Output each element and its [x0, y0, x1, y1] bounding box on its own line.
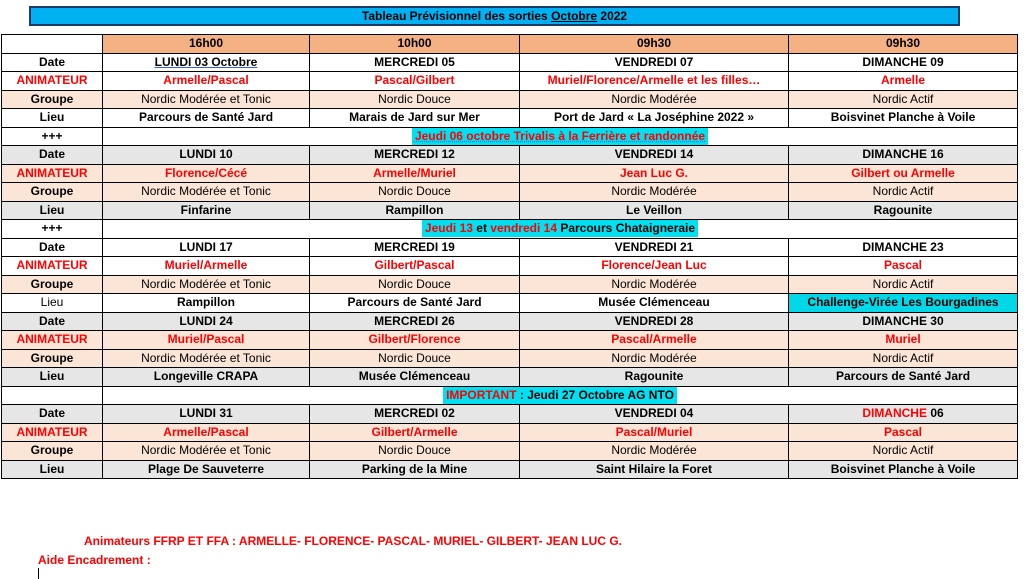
lieu-cell: Port de Jard « La Joséphine 2022 » — [520, 109, 789, 128]
lieu-cell: Parcours de Santé Jard — [103, 109, 310, 128]
date-cell: DIMANCHE 23 — [789, 238, 1018, 257]
date-weekday: DIMANCHE — [862, 406, 927, 421]
date-cell: DIMANCHE 09 — [789, 53, 1018, 72]
animateur-cell: Muriel/Armelle — [103, 257, 310, 276]
lieu-row — [2, 460, 1018, 479]
lieu-cell: Finfarine — [103, 201, 310, 220]
lieu-row — [2, 201, 1018, 220]
date-cell: DIMANCHE 30 — [789, 312, 1018, 331]
lieu-cell: Marais de Jard sur Mer — [310, 109, 520, 128]
title-month: Octobre — [551, 9, 598, 23]
date-cell: VENDREDI 14 — [520, 146, 789, 165]
banner-part: Parcours Chataigneraie — [557, 221, 696, 236]
animateur-cell: Florence/Cécé — [103, 164, 310, 183]
lieu-cell: Longeville CRAPA — [103, 368, 310, 387]
row-label-lieu: Lieu — [2, 368, 103, 387]
animateur-cell: Gilbert/Florence — [310, 331, 520, 350]
groupe-cell: Nordic Modérée — [520, 183, 789, 202]
row-label-animateur: ANIMATEUR — [2, 164, 103, 183]
row-label-animateur: ANIMATEUR — [2, 257, 103, 276]
animateur-cell: Muriel/Pascal — [103, 331, 310, 350]
date-row — [2, 312, 1018, 331]
date-day: 06 — [930, 406, 944, 421]
date-cell: VENDREDI 28 — [520, 312, 789, 331]
groupe-cell: Nordic Modérée et Tonic — [103, 442, 310, 461]
animateur-row — [2, 164, 1018, 183]
groupe-cell: Nordic Modérée et Tonic — [103, 349, 310, 368]
animateur-cell: Florence/Jean Luc — [520, 257, 789, 276]
text-cursor[interactable] — [38, 568, 39, 579]
date-cell: MERCREDI 19 — [310, 238, 520, 257]
banner-text — [443, 387, 677, 404]
groupe-cell: Nordic Actif — [789, 275, 1018, 294]
groupe-row — [2, 90, 1018, 109]
lieu-cell: Musée Clémenceau — [310, 368, 520, 387]
date-cell: LUNDI 24 — [103, 312, 310, 331]
title-year: 2022 — [597, 9, 628, 23]
banner-part: : Jeudi 27 Octobre AG NTO — [516, 387, 674, 402]
banner-part: et — [472, 221, 491, 236]
animateur-row — [2, 257, 1018, 276]
lieu-cell: Plage De Sauveterre — [103, 460, 310, 479]
groupe-cell: Nordic Douce — [310, 90, 520, 109]
groupe-cell: Nordic Modérée — [520, 442, 789, 461]
animateur-cell: Muriel/Florence/Armelle et les filles… — [520, 72, 789, 91]
groupe-row — [2, 442, 1018, 461]
lieu-cell: Musée Clémenceau — [520, 294, 789, 313]
animateur-cell: Gilbert/Armelle — [310, 423, 520, 442]
date-cell: LUNDI 17 — [103, 238, 310, 257]
animateur-cell: Armelle/Muriel — [310, 164, 520, 183]
lieu-cell: Parcours de Santé Jard — [789, 368, 1018, 387]
date-cell: VENDREDI 21 — [520, 238, 789, 257]
time-cell: 16h00 — [103, 35, 310, 54]
groupe-cell: Nordic Modérée — [520, 349, 789, 368]
groupe-cell: Nordic Douce — [310, 442, 520, 461]
date-cell — [789, 405, 1018, 424]
corner-cell — [2, 35, 103, 54]
animateur-row — [2, 72, 1018, 91]
row-label-lieu: Lieu — [2, 201, 103, 220]
schedule-table — [1, 34, 1018, 479]
animateur-cell: Muriel — [789, 331, 1018, 350]
groupe-cell: Nordic Modérée et Tonic — [103, 275, 310, 294]
animateur-cell: Pascal/Gilbert — [310, 72, 520, 91]
lieu-cell: Parking de la Mine — [310, 460, 520, 479]
row-label-date: Date — [2, 146, 103, 165]
lieu-cell: Challenge-Virée Les Bourgadines — [789, 294, 1018, 313]
animateur-row — [2, 423, 1018, 442]
date-cell: LUNDI 10 — [103, 146, 310, 165]
row-label-date: Date — [2, 53, 103, 72]
groupe-row — [2, 349, 1018, 368]
date-cell: LUNDI 03 Octobre — [103, 53, 310, 72]
animateur-cell: Armelle/Pascal — [103, 72, 310, 91]
animateur-cell: Gilbert ou Armelle — [789, 164, 1018, 183]
lieu-cell: Rampillon — [103, 294, 310, 313]
animateur-cell: Gilbert/Pascal — [310, 257, 520, 276]
groupe-cell: Nordic Modérée et Tonic — [103, 183, 310, 202]
animateur-cell: Pascal — [789, 423, 1018, 442]
lieu-cell: Boisvinet Planche à Voile — [789, 460, 1018, 479]
lieu-cell: Parcours de Santé Jard — [310, 294, 520, 313]
row-label-animateur: ANIMATEUR — [2, 423, 103, 442]
lieu-cell: Boisvinet Planche à Voile — [789, 109, 1018, 128]
date-cell: MERCREDI 02 — [310, 405, 520, 424]
lieu-row — [2, 368, 1018, 387]
time-cell: 09h30 — [520, 35, 789, 54]
separator-row — [2, 386, 1018, 405]
row-label-groupe: Groupe — [2, 442, 103, 461]
groupe-cell: Nordic Modérée — [520, 90, 789, 109]
date-row — [2, 405, 1018, 424]
row-label-animateur: ANIMATEUR — [2, 331, 103, 350]
row-label-groupe: Groupe — [2, 90, 103, 109]
title-prefix: Tableau Prévisionnel des sorties — [361, 9, 552, 23]
page-title — [29, 6, 960, 26]
groupe-cell: Nordic Modérée — [520, 275, 789, 294]
row-label-groupe: Groupe — [2, 275, 103, 294]
separator-row — [2, 220, 1018, 239]
groupe-cell: Nordic Modérée et Tonic — [103, 90, 310, 109]
lieu-row — [2, 294, 1018, 313]
row-label-empty — [2, 386, 103, 405]
row-label-groupe: Groupe — [2, 183, 103, 202]
event-banner — [103, 386, 1018, 405]
date-cell: MERCREDI 12 — [310, 146, 520, 165]
groupe-cell: Nordic Douce — [310, 349, 520, 368]
lieu-cell: Saint Hilaire la Foret — [520, 460, 789, 479]
banner-text: Jeudi 06 octobre Trivalis à la Ferrière et randonnée — [412, 128, 708, 145]
animateur-cell: Pascal/Armelle — [520, 331, 789, 350]
date-cell: MERCREDI 05 — [310, 53, 520, 72]
event-banner — [103, 220, 1018, 239]
row-label-lieu: Lieu — [2, 460, 103, 479]
banner-part: Jeudi 13 — [424, 221, 473, 236]
date-row — [2, 53, 1018, 72]
row-label-sep: +++ — [2, 127, 103, 146]
row-label-animateur: ANIMATEUR — [2, 72, 103, 91]
header-row — [2, 35, 1018, 54]
row-label-date: Date — [2, 312, 103, 331]
date-row — [2, 238, 1018, 257]
groupe-cell: Nordic Actif — [789, 90, 1018, 109]
animateur-cell: Pascal/Muriel — [520, 423, 789, 442]
animateur-cell: Jean Luc G. — [520, 164, 789, 183]
animateur-cell: Pascal — [789, 257, 1018, 276]
date-cell: DIMANCHE 16 — [789, 146, 1018, 165]
lieu-cell: Ragounite — [520, 368, 789, 387]
row-label-lieu: Lieu — [2, 294, 103, 313]
time-cell: 09h30 — [789, 35, 1018, 54]
aide-encadrement-label: Aide Encadrement : — [38, 553, 151, 567]
lieu-row — [2, 109, 1018, 128]
animateurs-footer: Animateurs FFRP ET FFA : ARMELLE- FLORENCE- PASCAL- MURIEL- GILBERT- JEAN LUC G. — [84, 534, 623, 548]
banner-part: vendredi 14 — [490, 221, 557, 236]
date-cell: MERCREDI 26 — [310, 312, 520, 331]
row-label-groupe: Groupe — [2, 349, 103, 368]
groupe-cell: Nordic Actif — [789, 349, 1018, 368]
groupe-row — [2, 275, 1018, 294]
groupe-row — [2, 183, 1018, 202]
groupe-cell: Nordic Actif — [789, 183, 1018, 202]
groupe-cell: Nordic Actif — [789, 442, 1018, 461]
row-label-sep: +++ — [2, 220, 103, 239]
groupe-cell: Nordic Douce — [310, 275, 520, 294]
row-label-lieu: Lieu — [2, 109, 103, 128]
separator-row — [2, 127, 1018, 146]
animateur-cell: Armelle — [789, 72, 1018, 91]
event-banner — [103, 127, 1018, 146]
lieu-cell: Le Veillon — [520, 201, 789, 220]
animateur-row — [2, 331, 1018, 350]
date-cell: VENDREDI 04 — [520, 405, 789, 424]
banner-part: IMPORTANT — [446, 387, 517, 402]
row-label-date: Date — [2, 238, 103, 257]
banner-text — [422, 220, 698, 237]
animateur-cell: Armelle/Pascal — [103, 423, 310, 442]
lieu-cell: Ragounite — [789, 201, 1018, 220]
date-cell: VENDREDI 07 — [520, 53, 789, 72]
lieu-cell: Rampillon — [310, 201, 520, 220]
date-cell: LUNDI 31 — [103, 405, 310, 424]
groupe-cell: Nordic Douce — [310, 183, 520, 202]
time-cell: 10h00 — [310, 35, 520, 54]
row-label-date: Date — [2, 405, 103, 424]
date-row — [2, 146, 1018, 165]
